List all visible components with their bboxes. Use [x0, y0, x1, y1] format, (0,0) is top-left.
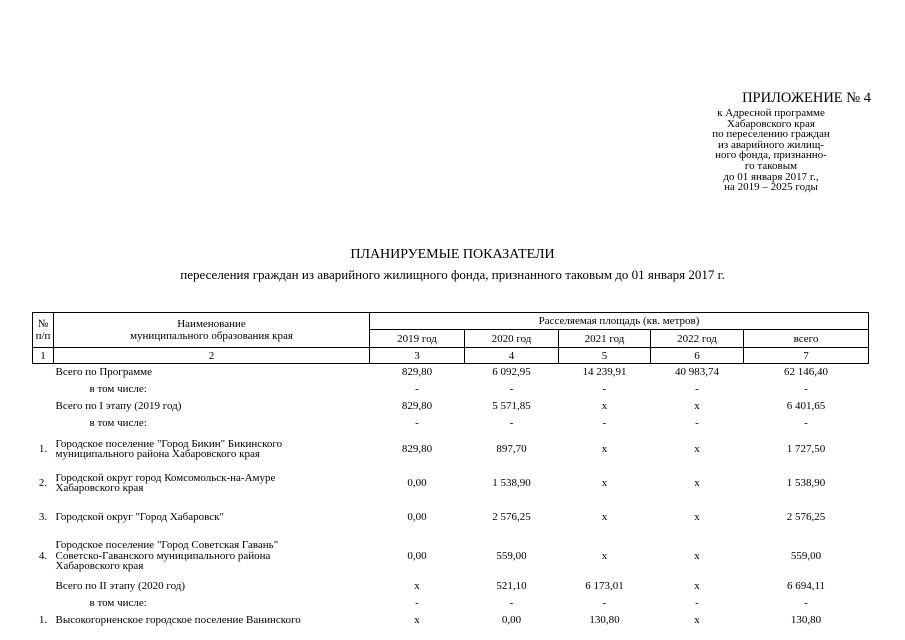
row-value: - — [695, 383, 699, 396]
column-number: 7 — [744, 348, 869, 364]
row-total: - — [804, 417, 808, 430]
row-total: 1 538,90 — [786, 476, 826, 489]
row-total: 6 694,11 — [786, 580, 826, 593]
row-name: Городское поселение "Город Советская Гавань" Советско-Гаванского муниципального района Хабаровского края — [55, 539, 279, 573]
header-year: 2019 год — [370, 330, 465, 348]
column-number: 1 — [33, 348, 54, 364]
row-total: 2 576,25 — [786, 510, 826, 523]
table-row — [33, 432, 869, 466]
row-number: 1. — [38, 614, 48, 627]
row-value: 829,80 — [401, 400, 433, 413]
appendix-line: по переселению граждан — [712, 128, 830, 141]
row-value: 0,00 — [501, 614, 522, 627]
row-number — [33, 364, 54, 382]
row-value: 130,80 — [589, 614, 620, 627]
row-value: 559,00 — [496, 549, 527, 562]
row-name: Высокогорненское городское поселение Ванинского — [55, 614, 301, 627]
table-row — [33, 381, 869, 398]
row-value: - — [415, 597, 419, 610]
row-value: x — [414, 580, 420, 593]
row-number: 3. — [38, 510, 48, 523]
column-number: 3 — [370, 348, 465, 364]
row-number: 4. — [38, 549, 48, 562]
row-name: Городской округ город Комсомольск-на-Амуре Хабаровского края — [55, 471, 276, 494]
row-name: Всего по II этапу (2020 год) — [55, 580, 186, 593]
row-number: 1. — [38, 442, 48, 455]
row-total: 6 401,65 — [786, 400, 826, 413]
row-value: - — [602, 597, 607, 610]
header-year: 2020 год — [465, 330, 559, 348]
table-row — [33, 578, 869, 595]
row-value: x — [601, 442, 608, 455]
header-total: всего — [744, 330, 869, 348]
row-value: 0,00 — [407, 476, 427, 489]
row-number — [33, 398, 54, 415]
header-year: 2022 год — [651, 330, 744, 348]
row-total: 130,80 — [790, 614, 822, 627]
row-total: 559,00 — [790, 549, 822, 562]
row-value: - — [602, 417, 607, 430]
row-name: Городское поселение "Город Бикин" Бикинского муниципального района Хабаровского края — [55, 437, 283, 460]
row-value: - — [695, 597, 699, 610]
header-area: Расселяемая площадь (кв. метров) — [370, 313, 869, 330]
row-value: x — [694, 442, 700, 455]
column-number: 6 — [651, 348, 744, 364]
row-number — [33, 595, 54, 612]
column-number: 4 — [465, 348, 559, 364]
appendix-line: на 2019 – 2025 годы — [724, 181, 818, 194]
row-value: x — [601, 549, 608, 562]
header-year: 2021 год — [559, 330, 651, 348]
row-value: - — [695, 417, 699, 430]
row-name: в том числе: — [89, 597, 147, 610]
row-value: 897,70 — [496, 442, 527, 455]
document-subtitle: переселения граждан из аварийного жилищного фонда, признанного таковым до 01 января 2017 г. — [180, 267, 725, 282]
row-value: 1 538,90 — [492, 476, 531, 489]
row-value: x — [694, 476, 700, 489]
row-value: - — [509, 417, 514, 430]
appendix-block — [671, 90, 871, 193]
table-row — [33, 466, 869, 500]
table-row — [33, 612, 869, 629]
row-value: - — [415, 417, 419, 430]
row-value: x — [601, 400, 608, 413]
table-row — [33, 398, 869, 415]
row-total: - — [804, 597, 808, 610]
column-number: 2 — [54, 348, 370, 364]
row-name: Всего по I этапу (2019 год) — [55, 400, 182, 413]
column-number: 5 — [559, 348, 651, 364]
appendix-line: ного фонда, признанно- — [715, 149, 827, 162]
row-value: x — [694, 510, 700, 523]
row-value: - — [509, 597, 514, 610]
row-number — [33, 415, 54, 432]
row-value: - — [602, 383, 607, 396]
header-number: № п/п — [33, 313, 54, 348]
row-value: 5 571,85 — [492, 400, 531, 413]
row-value: 0,00 — [407, 549, 427, 562]
table-row — [33, 500, 869, 534]
appendix-line: к Адресной программе — [717, 107, 825, 119]
row-value: 2 576,25 — [492, 510, 531, 523]
row-value: 6 092,95 — [492, 366, 531, 379]
row-number — [33, 381, 54, 398]
row-total: 62 146,40 — [784, 366, 828, 379]
table-body — [33, 364, 869, 630]
row-value: 6 173,01 — [585, 580, 624, 593]
row-total: 1 727,50 — [786, 442, 826, 455]
header-name: Наименование муниципального образования края — [54, 313, 370, 348]
row-number — [33, 578, 54, 595]
appendix-line: Хабаровского края — [727, 117, 815, 130]
row-value: x — [694, 549, 700, 562]
row-value: x — [694, 614, 700, 627]
table-row — [33, 534, 869, 578]
row-value: 40 983,74 — [675, 366, 719, 379]
row-value: - — [509, 383, 514, 396]
indicators-table — [32, 312, 869, 629]
row-value: x — [694, 580, 700, 593]
row-value: 14 239,91 — [582, 366, 627, 379]
row-name: Городской округ "Город Хабаровск" — [55, 510, 225, 523]
row-value: 829,80 — [401, 442, 433, 455]
row-value: x — [414, 614, 420, 627]
row-value: 829,80 — [401, 366, 433, 379]
row-value: - — [415, 383, 419, 396]
row-number: 2. — [38, 476, 48, 489]
row-value: x — [694, 400, 700, 413]
document-title: ПЛАНИРУЕМЫЕ ПОКАЗАТЕЛИ — [350, 247, 555, 262]
appendix-line: до 01 января 2017 г., — [723, 170, 819, 183]
row-name: в том числе: — [89, 383, 147, 396]
table-row — [33, 364, 869, 382]
row-value: x — [601, 476, 608, 489]
row-name: в том числе: — [89, 417, 147, 430]
row-total: - — [804, 383, 808, 396]
appendix-heading: ПРИЛОЖЕНИЕ № 4 — [742, 90, 871, 106]
table-row — [33, 415, 869, 432]
row-value: x — [601, 510, 608, 523]
table-row — [33, 595, 869, 612]
row-value: 0,00 — [407, 510, 427, 523]
appendix-line: го таковым — [744, 159, 798, 172]
appendix-line: из аварийного жилищ- — [718, 138, 824, 151]
row-name: Всего по Программе — [55, 366, 153, 379]
row-value: 521,10 — [496, 580, 527, 593]
